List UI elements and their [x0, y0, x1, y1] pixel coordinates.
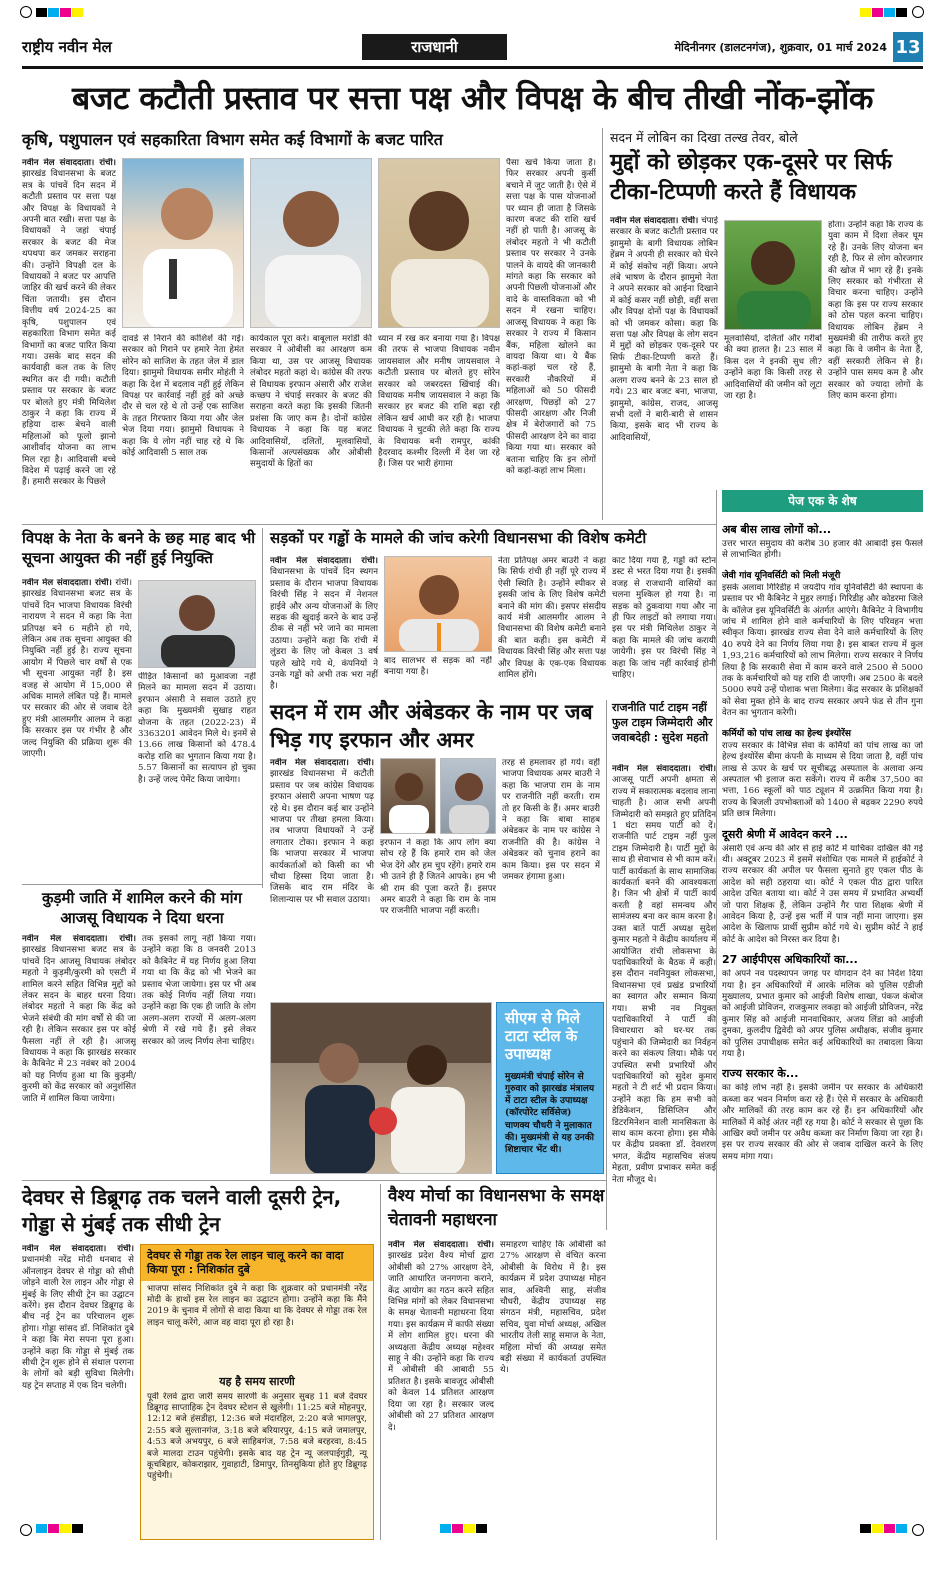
lead-photo-1: [122, 158, 244, 328]
page-number: 13: [893, 32, 923, 62]
article-text: विधानसभा के पांचवें दिन स्थगन प्रस्ताव के दौरान भाजपा विधायक विरंची सिंह ने सदन में नेशनल हाईवे और अन्य योजनाओं के लिए सड़क की खुदाई करने के बाद उन्हें ठीक से नहीं भरे जाने का मामला उठाया। उन्होंने कहा कि रांची में लुंडरा के लिए जो केबल 3 वर्ष पहले खोदे गये थे, कंपनियों ने उनके गड्ढों को अभी तक भरा नहीं है।: [270, 567, 378, 692]
color-swatch: [48, 8, 59, 17]
color-swatch: [60, 8, 71, 17]
sidebar-continued-stories: [722, 516, 923, 1540]
person-photo-icon: [725, 221, 822, 330]
vaishya-col-1: [388, 1240, 494, 1540]
byline: नवीन मेल संवाददाता। रांची।: [270, 556, 378, 566]
byline: नवीन मेल संवाददाता। रांची।: [22, 934, 136, 944]
row-divider: [22, 524, 716, 525]
color-swatch: [860, 8, 871, 17]
article-text: आजसू पार्टी अपनी क्षमता से राज्य में सकारात्मक बदलाव लाना चाहती है। आज सभी अपनी जिम्मेदारी को समझते हुए प्रतिदिन 1 घंटा समय पार्टी को दें। राजनीति पार्ट टाइम नहीं फुल टाइम जिम्मेदारी है। पार्टी मुद्दों के साथ ही सेवाभाव से भी काम करें। पार्टी कार्यकर्ता के साथ सामाजिक कार्यकर्ता बनने की आवश्यकता है। जिन भी क्षेत्रों में पार्टी कार्य करती है वहां समन्वय और सामंजस्य बना कर काम करना है। उक्त बातें पार्टी अध्यक्ष सुदेश कुमार महतो ने केंद्रीय कार्यालय में आयोजित रांची लोकसभा के पदाधिकारियों के बैठक में कही। इस दौरान नवनियुक्त लोकसभा, विधानसभा एवं प्रखंड प्रभारियों का स्वागत और सम्मान किया गया। सभी नव नियुक्त पदाधिकारियों ने पार्टी की विचारधारा को घर-घर तक पहुंचाने की जिम्मेदारी का निर्वहन करने का संकल्प लिया। मौके पर उपस्थित सभी प्रभारियों और पदाधिकारियों को सुदेश कुमार महतो ने टी शर्ट भी प्रदान किया। उन्होंने कहा कि हम सभी को डेडिकेशन, डिसिप्लिन और डिटरमिनेशन वाली मानसिकता के साथ काम करना होगा। इस मौके पर केंद्रीय प्रवक्ता डॉ. देवशरण भगत, केंद्रीय महासचिव संजय मेहता, प्रवीण प्रभाकर समेत कई नेता मौजूद थे।: [612, 775, 716, 1185]
lead-subhead: कृषि, पशुपालन एवं सहकारिता विभाग समेत कई विभागों के बजट पारित: [22, 130, 443, 149]
lead-article-col-2: दावडे से निराने की कोशिशें की गई। सरकार को गिराने पर हमारे नेता हेमंत सोरेन को साजिश के तहत जेल में डाल दिया। झामुमो विधायक समीर मोहंती ने कहा कि देश में बदलाव नहीं हुई लेकिन विपक्ष पर कार्रवाई नहीं हुई को अच्छे दौर से चल रहे थे तो उन्हें एक साजिश के तहत गिरफ्तार किया गया और जेल भेज दिया गया। झामुमो विधायक ने कहा कि ये लोग नहीं चाह रहे थे कि कोई आदिवासी 5 साल तक: [122, 334, 244, 459]
lobbying-photo: [724, 220, 822, 330]
byline: नवीन मेल संवाददाता। रांची।: [610, 216, 699, 226]
dateline: मेदिनीनगर (डालटनगंज), शुक्रवार, 01 मार्च 2024: [674, 40, 887, 54]
person-photo-icon: [139, 581, 256, 668]
ram-ambedkar-col-1: [270, 758, 374, 996]
lead-article-col-3: कार्यकाल पूरा करे। बाबूलाल मरांडी की सरकार ने ओबीसी का आरक्षण कम किया था, उस पर आजसू विधायक लंबोदर महतो कहां थे। कांग्रेस की तरफ से विधायक इरफान अंसारी और राजेश कच्छप ने चंपाई सरकार के बजट की सराहना करते कहा कि इसकी जितनी प्रशंसा कि जाए कम है। दोनों कांग्रेस विधायक ने कहा कि यह बजट आदिवासियों, दलितों, मूलवासियों, किसानों अल्पसंख्यक और ओबीसी समुदायों के हितों का: [250, 334, 372, 470]
ram-ambedkar-photo-2: [440, 758, 496, 834]
train-schedule-label: यह है समय सारणी: [219, 1374, 295, 1388]
roads-col-3: काट दिया गया है, गड्ढों को स्टोन डस्ट से भरत दिया गया है। इसकी वजह से राजधानी वासियों का चलना मुश्किल हो गया है। ना सड़क को ठुकवाया गया और ना ही फिर लाइटों को लगाया गया। इस पर मंत्री मिथिलेश ठाकुर ने कहा कि मामले की जांच करायी जायेगी। इस पर विरंची सिंह ने कहा कि जांच नहीं कार्रवाई होनी चाहिए।: [612, 556, 716, 681]
train-scheme-text: भाजपा सांसद निशिकांत दुबे ने कहा कि शुक्रवार को प्रधानमंत्री नरेंद्र मोदी के हाथों इस रेल लाइन का उद्घाटन होगा। उन्होंने कहा कि मैंने 2019 के चुनाव में लोगों से वादा किया था कि देवघर से गोड्डा तक रेल लाइन चालू करेंगे, आज वह वादा पूरा हो रहा है।: [147, 1283, 367, 1328]
sidebar-item-text: उत्तर भारत समुदाय की करीब 30 हजार की आबादी इस फैसले से लाभान्वित होगी।: [722, 539, 923, 561]
cm-meeting-box: [496, 1002, 604, 1174]
sidebar-item-title: राज्य सरकार के...: [722, 1067, 799, 1081]
article-text: चंपाई सरकार के बजट कटौती प्रस्ताव पर झामुमो के बागी विधायक लोबिन हेंब्रम ने अपनी ही सरकार को घेरने में कोई संकोच नहीं किया। अपने लंबे भाषण के दौरान झामुमो नेता ने अपने सरकार को आईना दिखाने में कोई कसर नहीं छोड़ी, वहीं सत्ता और विपक्ष दोनों पक्ष के विधायकों को भी जमकर कोसा। कहा कि सत्ता पक्ष और विपक्ष के लोग सदन में मुद्दों को छोड़कर एक-दूसरे पर सिर्फ टीका-टिप्पणी करते हैं। झामुमो के बागी नेता ने कहा कि अलग राज्य बनने के 23 साल हो गये। 23 बार बजट बना, भाजपा, झामुमो, कांग्रेस, राजद, आजसू सभी दलों ने बारी-बारी से शासन किया, इसके बाद भी राज्य के आदिवासियों,: [610, 216, 718, 443]
cm-meeting-title: सीएम से मिले टाटा स्टील के उपाध्यक्ष: [505, 1009, 580, 1063]
sidebar-item: [722, 827, 923, 947]
color-swatch: [60, 1524, 71, 1533]
article-text: झारखंड विधानसभा के बजट सत्र के पांचवें दिन सदन में कटौती प्रस्ताव पर सत्ता पक्ष और विपक्ष के विधायकों ने अपनी बात रखी। सत्ता पक्ष के विधायकों ने जहां चंपाई सरकार के बजट की मेज थपथपा कर जमकर सराहना की। उन्होंने विपक्षी दल के विधायकों ने बजट पर आपत्ति जाहिर की खर्च करने की लेकर चिंता जतायी। इस दौरान वित्तीय वर्ष 2024-25 का कृषि, पशुपालन एवं सहकारिता विभाग समेत कई विभागों का बजट पारित किया गया। उसके बाद सदन की कार्यवाही कल तक के लिए स्थगित कर दी गयी। कटौती प्रस्ताव पर सरकार के बजट पर बोलते हुए मंत्री मिथिलेश ठाकुर ने कहा कि राज्य में हड़िया दारू बेचने वाली महिलाओं को फूलो झानो आशीर्वाद योजना का लाभ मिल रहा है। आदिवासी बच्चे विदेश में पढ़ाई करने जा रहे हैं। हमारी सरकार के पिछले: [22, 169, 116, 488]
sidebar-item: [722, 568, 923, 720]
person-photo-icon: [441, 759, 496, 834]
sidebar-item: [722, 952, 923, 1060]
sidebar-item-title: कर्मियों को पांच लाख का हेल्थ इंश्योरेंस: [722, 728, 852, 739]
sidebar-item-text: को अपने नव पदस्थापन जगह पर योगदान देने का निर्देश दिया गया है। इन अधिकारियों में आरके मलिक को पुलिस एडीजी मुख्यालय, प्रभात कुमार को आईजी विशेष शाखा, पंकज कंबोज को आईजी प्रोविजन, राजकुमार लकड़ा को आईजी प्रोविजन, नरेंद्र कुमार सिंह को आईजी मानवाधिकार, अजय लिंडा को आईजी दुमका, कुलदीप द्विवेदी को अपर पुलिस अधीक्षक, संजीव कुमार को पुलिस उपाधीक्षक समेत कई अधिकारियों का तबादला किया गया है।: [722, 969, 923, 1060]
column-divider: [606, 700, 607, 1230]
registration-circle-icon: [20, 6, 32, 18]
lobbying-col-2: मूलवासियों, दलितों और गरीबों की क्या हालत है। 23 साल में किस दल ने इनकी सुध ली? उन्होंने कहा कि किसी तरह से आदिवासियों की जमीन को लूटा जा रहा है।: [724, 334, 822, 402]
person-photo-icon: [123, 159, 244, 328]
color-swatch: [36, 1524, 47, 1533]
registration-circle-icon: [912, 6, 924, 18]
person-photo-icon: [381, 759, 436, 834]
color-swatch: [72, 8, 83, 17]
lead-headline: बजट कटौती प्रस्ताव पर सत्ता पक्ष और विपक्ष के बीच तीखी नोंक-झोंक: [71, 79, 874, 117]
vaishya-headline: वैश्य मोर्चा का विधानसभा के समक्ष चेतावनी महाधरना: [388, 1186, 605, 1230]
roads-photo: [384, 556, 492, 652]
roads-col-1: [270, 556, 378, 696]
sidebar-item-text: का कोई लोभ नहीं है। इसकी जमीन पर सरकार के अधिकारी कब्जा कर भवन निर्माण करा रहे हैं। ऐसे में सरकार के अधिकारी और मालिकों की तरह काम कर रहे हैं। इन अधिकारियों और मालिकों में कोई अंतर नहीं रह गया है। कोर्ट ने सरकार से पूछा कि आखिर क्यों जमीन पर अवैध कब्जा कर निर्माण किया जा रहा है। इस पर राज्य सरकार की ओर से जवाब दाखिल करने के लिए समय मांगा गया।: [722, 1083, 923, 1162]
byline: नवीन मेल संवाददाता। रांची।: [22, 158, 116, 168]
train-scheme-box: [140, 1244, 374, 1540]
color-swatch: [464, 1524, 475, 1533]
caste-col-1: [22, 934, 136, 1176]
ram-ambedkar-photo-1: [380, 758, 436, 834]
color-swatch: [72, 1524, 83, 1533]
color-swatch: [872, 8, 883, 17]
cm-meeting-photo: [270, 1002, 492, 1174]
column-divider: [716, 490, 717, 1540]
color-swatch: [896, 1524, 907, 1533]
sidebar-item-text: इसके अलावा गिरिडीह में जयदीप गांव यूनिवर्सिटी की स्थापना के प्रस्ताव पर भी कैबिनेट ने मुहर लगाई। गिरिडीह और कोडरमा जिले के कॉलेज इस यूनिवर्सिटी के अंतर्गत आएंगे। कैबिनेट ने विभागीय जांच में शामिल होने वाले कर्मचारियों के लिए परिवहन भत्ता स्वीकृत किया। झारखंड राज्य सेवा देने वाले कर्मचारियों के लिए 40 रुपये देने का निर्णय लिया गया है। इस बाबत राज्य में कुल 1,93,216 कर्मचारियों को लाभ मिलेगा। राज्य सरकार ने निर्णय लिया है कि सरकारी सेवा में काम करने वाले 2500 से 5000 तक के कर्मचारियों को यह राशि दी जाएगी। अब 2500 के बदले 5000 रुपये उन्हें पोशाक भत्ता मिलेगा। केंद्र सरकार के प्रशिक्षकों को सेवा मुक्त होने के बाद राज्य सरकार अपने फंड से तीन गुना वेतन का भुगतान करेगी।: [722, 582, 923, 719]
person-photo-icon: [385, 557, 492, 652]
info-commissioner-col-1: [22, 578, 132, 878]
color-swatch: [872, 1524, 883, 1533]
row-divider: [22, 884, 262, 885]
info-commissioner-photo: [138, 580, 256, 668]
color-swatch: [440, 1524, 451, 1533]
lead-article-col-5: पैसा खर्च किया जाता है। फिर सरकार अपनी कुर्सी बचाने में जुट जाती है। ऐसे में सत्ता पक्ष के पास योजनाओं पर ध्यान ही जाता है जिसके कारण बजट की राशि खर्च नहीं हो पाती है। आजसू के लंबोदर महतो ने भी कटौती प्रस्ताव पर सरकार ने उनके पालने के वायदे की जानकारी मांगते कहा कि सरकार को अपनी पिछली योजनाओं और वादे के वास्तविकता को भी सदन में रखना चाहिए। आजसू विधायक ने कहा कि सरकार ने राज्य में किसान बैंक, महिला खोलने का वायदा किया था। ये बैंक कहां-कहां चल रहे हैं, सरकारी नौकरियों में महिलाओं को 50 फीसदी आरक्षण, पिछड़ों को 27 फीसदी आरक्षण और निजी क्षेत्र में बेरोजगारों को 75 फीसदी आरक्षण देने का वादा किया गया था। सरकार को बताना चाहिए कि इन लोगों को कहां-कहां लाभ मिला।: [506, 158, 596, 476]
caste-headline: कुड़मी जाति में शामिल करने की मांग आजसू विधायक ने दिया धरना: [42, 889, 242, 927]
lead-article-col-1: [22, 158, 116, 520]
train-scheme-title: देवघर से गोड्डा तक रेल लाइन चालू करने का वादा किया पूरा : निशिकांत दुबे: [141, 1245, 373, 1281]
sudesh-col-1: [612, 764, 716, 1232]
info-commissioner-col-2: पीड़ित किसानों को मुआवजा नहीं मिलने का मामला सदन में उठाया। इरफान अंसारी ने सवाल उठाते हुए कहा कि मुख्यमंत्री सुखाड़ राहत योजना के तहत (2022-23) में 3363201 आवेदन मिले थे। इनमें से 13.66 लाख किसानों को 478.4 करोड़ राशि का भुगतान किया गया है। 5.57 किसानों का सत्यापन हो चुका है। उन्हें जल्द पेमेंट किया जायेगा।: [138, 672, 256, 785]
color-swatch: [884, 8, 895, 17]
byline: नवीन मेल संवाददाता। रांची।: [270, 758, 374, 768]
lead-article-col-4: ध्यान में रख कर बनाया गया है। विपक्ष की तरफ से भाजपा विधायक नवीन जायसवाल और मनीष जायसवाल ने कटौती प्रस्ताव पर बोलते हुए सोरेन सरकार को जबरदस्त खिंचाई की। विधायक मनीष जायसवाल ने कहा कि सरकार हर बजट की राशि बढ़ा रही लेकिन खर्च आधी कर रही है। भाजपा विधायक ने चुटकी लेते कहा कि राज्य के विधायक बनी रामपुर, कांकी हैदरवाद कश्मीर दिल्ली में देश जा रहे हैं। जिस पर भारी हंगामा: [378, 334, 500, 470]
section-label: राजधानी: [362, 34, 507, 60]
paper-name: राष्ट्रीय नवीन मेल: [22, 38, 112, 56]
article-text: झारखंड विधानसभा में कटौती प्रस्ताव पर जब कांग्रेस विधायक इरफान अंसारी अपना भाषण पढ़ रहे थे। इस दौरान कई बार उन्होंने भाजपा पर तीखा हमला किया। तब भाजपा विधायकों ने उन्हें लगातार टोका। इरफान ने कहा कि भाजपा सरकार में भाजपा कार्यकर्ताओं को किसी का भी चौथा हिस्सा दिया जाता है। जिसके बाद राम मंदिर के शिलान्यास पर भी सवाल उठाया।: [270, 769, 374, 905]
column-divider: [262, 528, 263, 888]
color-swatch: [896, 8, 907, 17]
registration-circle-icon: [912, 1524, 924, 1536]
lead-photo-3: [378, 158, 500, 328]
sidebar-item-title: अब बीस लाख लोगों को...: [722, 523, 832, 536]
color-swatch: [476, 1524, 487, 1533]
sidebar-item-text: अंसारी एवं अन्य की ओर से हाई कोर्ट में याचिका दाखिल की गई थी। अक्टूबर 2023 में इसमें संशोधित एक मामले में हाईकोर्ट ने राज्य सरकार की अपील पर फैसला सुनाते हुए एकल पीठ के आदेश को सही ठहराया था। कोर्ट ने एकल पीठ द्वारा पारित आदेश उचित बताया था। कोर्ट ने उस समय में प्रभावित अभ्यर्थी जो पारा शिक्षक हैं, लेकिन उन्होंने गैर पारा शिक्षक श्रेणी में आवेदन किया है, उन्हें इस भर्ती में पात्र नहीं माना जाएगा। इस आदेश के खिलाफ प्रार्थी सुप्रीम कोर्ट गये थे। सुप्रीम कोर्ट ने हाई कोर्ट के आदेश को निरस्त कर दिया है।: [722, 843, 923, 945]
article-text: रांची। झारखंड विधानसभा बजट सत्र के पांचवें दिन भाजपा विधायक विरंची नारायण ने सदन में कहा कि नेता प्रतिपक्ष बने 6 महीने हो गये, लेकिन अब तक सूचना आयुक्त की नियुक्ति नहीं हुई है। राज्य सूचना आयोग में पिछले चार वर्षों से एक भी सूचना आयुक्त नहीं है। इस वजह से आयोग में 15,000 से अधिक मामले लंबित पड़े हैं। मामले पर सरकार की ओर से जवाब देते हुए मंत्री आलमगीर आलम ने कहा कि सरकार इस पर गंभीर है और जल्द नियुक्ति की प्रक्रिया शुरू की जाएगी।: [22, 578, 132, 760]
ram-ambedkar-headline: सदन में राम और अंबेडकर के नाम पर जब भिड़ गए इरफान और अमर: [270, 700, 593, 752]
sidebar-item: [722, 726, 923, 821]
color-swatch: [48, 1524, 59, 1533]
roads-photo-caption: बाद सालभर से सड़क को नहीं बनाया गया है।: [384, 656, 492, 678]
roads-headline: सड़कों पर गड्ढों के मामले की जांच करेगी विधानसभा की विशेष कमेटी: [270, 529, 647, 547]
sidebar-item-title: 27 आईपीएस अधिकारियों का...: [722, 953, 858, 967]
vaishya-col-2: समाहरण चाहिए कि ओबीसी को 27% आरक्षण से वंचित करना ओबीसी के विरोध में है। इस कार्यक्रम में प्रदेश उपाध्यक्ष मोहन साव, अश्विनी साहू, संजीव चौधरी, केंद्रीय उपाध्यक्ष सह संगठन मंत्री, महासचिव, प्रदेश सचिव, युवा मोर्चा अध्यक्ष, अखिल भारतीय तेली साहू समाज के नेता, महिला मोर्चा की अध्यक्ष समेत बड़ी संख्या में कार्यकर्ता उपस्थित थे।: [500, 1240, 606, 1376]
article-text: झारखंड विधानसभा बजट सत्र के पांचवें दिन आजसू विधायक लंबोदर महतो ने कुड़मी/कुरमी को एसटी में शामिल करने सहित विभिन्न मुद्दों को लेकर सदन के बाहर धरना दिया। लंबोदर महतो ने कहा कि केंद्र को भेजने संबंधी की मांग वर्षों से की जा रही है। लेकिन सरकार इस पर कोई फैसला नहीं ले रही है। आजसू विधायक ने कहा कि झारखंड सरकार के कैबिनेट में 23 नवंबर को 2004 को यह निर्णय हुआ था कि कुड़मी/कुरमी को केंद्र सरकार को अनुशंसित जाति में शामिल किया जायेगा।: [22, 945, 136, 1104]
color-swatch: [452, 1524, 463, 1533]
sidebar-item-text: राज्य सरकार के विभिन्न सेवा के कर्मियों को पांच लाख का जो हेल्थ इंश्योरेंस बीमा कंपनी के माध्यम से दिया जाता है, वहीं पांच लाख से ऊपर के खर्च पर सूचीबद्ध अस्पताल के अलावा अन्य अस्पताल भी इलाज करा सकेंगे। राज्य में करीब 37,500 का भत्ता, 166 स्कूलों को पाठ ट्यूशन में उत्क्रमित किया गया है। राज्य के बिजली उपभोक्ताओं को 1400 से बढ़कर 2290 रुपये प्रति छात्र मिलेगा।: [722, 740, 923, 820]
train-headline: देवघर से डिब्रूगढ़ तक चलने वाली दूसरी ट्रेन, गोड्डा से मुंबई तक सीधी ट्रेन: [22, 1185, 342, 1236]
byline: नवीन मेल संवाददाता। रांची।: [22, 578, 112, 588]
article-text: झारखंड प्रदेश वैश्य मोर्चा द्वारा ओबीसी को 27% आरक्षण देने, जाति आधारित जनगणना कराने, केंद्र आयोग का गठन करने सहित विभिन्न मांगों को लेकर विधानसभा के समक्ष चेतावनी महाधरना दिया गया। इस कार्यक्रम में काफी संख्या में लोग शामिल हुए। धरना की अध्यक्षता केंद्रीय अध्यक्ष महेश्वर साहू ने की। उन्होंने कहा कि राज्य में ओबीसी की आबादी 55 प्रतिशत है। इसके बावजूद ओबीसी को केवल 14 प्रतिशत आरक्षण दिया जा रहा है। सरकार जल्द ओबीसी को 27 प्रतिशत आरक्षण दे।: [388, 1251, 494, 1433]
byline: नवीन मेल संवाददाता। रांची।: [22, 1244, 134, 1254]
column-divider: [602, 128, 603, 520]
cm-meeting-text: मुख्यमंत्री चंपाई सोरेन से गुरुवार को झारखंड मंत्रालय में टाटा स्टील के उपाध्यक्ष (कॉरपोरेट सर्विसेज) चाणक्य चौधरी ने मुलाकात की। मुख्यमंत्री से यह उनकी शिष्टाचार भेंट थी।: [505, 1072, 595, 1155]
newspaper-page: [22, 30, 923, 1540]
registration-marks: [0, 6, 945, 20]
person-photo-icon: [251, 159, 372, 328]
color-swatch: [884, 1524, 895, 1533]
byline: नवीन मेल संवाददाता। रांची।: [388, 1240, 494, 1250]
sudesh-headline: राजनीति पार्ट टाइम नहीं फुल टाइम जिम्मेदारी और जवाबदेही : सुदेश महतो: [612, 701, 713, 744]
row-divider: [22, 1180, 606, 1181]
color-swatch: [36, 8, 47, 17]
lobbying-col-1: [610, 216, 718, 482]
sidebar-heading: पेज एक के शेष: [722, 490, 923, 512]
caste-col-2: तक इसको लागू नहीं किया गया। उन्होंने कहा कि 8 जनवरी 2013 को कैबिनेट में यह निर्णय हुआ लिया गया था कि केंद्र को भी भेजने का प्रस्ताव भेजा जायेगा। इस पर भी अब तक कोई निर्णय नहीं लिया गया। उन्होंने कहा कि एक ही जाति के लोग अलग-अलग राज्यों में अलग-अलग श्रेणी में रखे गये हैं। इसे लेकर सरकार को जल्द निर्णय लेना चाहिए।: [142, 934, 256, 1047]
info-commissioner-headline: विपक्ष के नेता के बनने के छह माह बाद भी सूचना आयुक्त की नहीं हुई नियुक्ति: [22, 529, 256, 567]
article-text: प्रधानमंत्री नरेंद्र मोदी धनबाद से ऑनलाइन देवघर से गोड्डा को सीधी जोड़ने वाली रेल लाइन और गोड्डा से मुंबई के लिए सीधी ट्रेन का उद्घाटन करेंगे। इस दौरान देवघर डिब्रूगढ़ के बीच नई ट्रेन का परिचालन शुरू होगा। गोड्डा सांसद डॉ. निशिकांत दुबे ने कहा कि मेरा सपना पूरा हुआ। उन्होंने कहा कि गोड्डा से मुंबई तक सीधी ट्रेन शुरू होने से संथाल परगना के लोगों को बड़ी सुविधा मिलेगी। यह ट्रेन सप्ताह में एक दिन चलेगी।: [22, 1255, 134, 1391]
sidebar-item: [722, 522, 923, 562]
byline: नवीन मेल संवाददाता। रांची।: [612, 764, 716, 774]
lobbying-col-3: होता। उन्होंने कहा कि राज्य के युवा काम में दिशा लेकर घूम रहे हैं। उनके लिए योजना बन रही है, फिर से लोग कोरजगार की खोज में भाग रहे हैं। इनके लिए सरकार को गंभीरता से विचार करना चाहिए। उन्होंने कहा कि इस पर राज्य सरकार को ठोस पहल करना चाहिए। विधायक लोबिन हेंब्रम ने मुख्यमंत्री की तारीफ करते हुए कहा कि वे जमीन के नेता हैं, वहीं सरकारी लेकिन से है। उन्होंने पास समय कम है और सरकार को ज्यादा लोगों के लिए काम करना होगा।: [828, 220, 923, 402]
column-divider: [380, 1184, 381, 1540]
lobbying-headline: मुद्दों को छोड़कर एक-दूसरे पर सिर्फ टीका-टिप्पणी करते हैं विधायक: [610, 150, 892, 205]
train-col-1: [22, 1244, 134, 1540]
person-photo-icon: [379, 159, 500, 328]
train-schedule-text: पूर्वी रेलवे द्वारा जारी समय सारणी के अनुसार सुबह 11 बजे देवघर डिब्रूगढ़ साप्ताहिक ट्रेन देवघर स्टेशन से खुलेगी। 11:25 बजे मोहनपुर, 12:12 बजे हंसडीहा, 12:36 बजे मंदारहिल, 2:20 बजे भागलपुर, 2:55 बजे सुल्तानगंज, 3:18 बजे बरियारपुर, 4:15 बजे जमालपुर, 4:53 बजे अभयपुर, 6 बजे साहिबगंज, 7:58 बजे बरहरवा, 8:45 बजे मालदा टाउन पहुंचेगी। इसके बाद यह ट्रेन न्यू जलपाईगुड़ी, न्यू कूचबिहार, कोकराझार, गुवाहाटी, डिमापुर, तिनसुकिया होते हुए डिब्रूगढ़ पहुंचेगी।: [147, 1391, 367, 1482]
color-swatch: [860, 1524, 871, 1533]
sidebar-item-title: दूसरी श्रेणी में आवेदन करने ...: [722, 827, 848, 841]
ram-ambedkar-col-3: तरह से हमलावर हो गये। वहीं भाजपा विधायक अमर बाउरी ने कहा कि भाजपा राम के नाम पर राजनीति नहीं करती। राम तो हर किसी के हैं। अमर बाउरी ने कहा कि बाबा साहब अंबेडकर के नाम पर कांग्रेस ने राजनीति की है। कांग्रेस ने अंबेडकर को चुनाव हराने का काम किया। इस पर सदन में जमकर हंगामा हुआ।: [502, 758, 600, 883]
masthead-rule: [22, 66, 923, 69]
lead-photo-2: [250, 158, 372, 328]
registration-circle-icon: [20, 1524, 32, 1536]
roads-col-2: नेता प्रतिपक्ष अमर बाउरी ने कहा कि सिर्फ रांची ही नहीं पूरे राज्य में ऐसी स्थिति है। उन्होंने स्पीकर से इसकी जांच के लिए विशेष कमेटी बनाने की मांग की। इसपर संसदीय कार्य मंत्री आलमगीर आलम ने विधानसभा की विशेष कमेटी बनाने की बात कही। इस कमेटी में विधायक विरंची सिंह और सत्ता पक्ष और विपक्ष के एक-एक विधायक शामिल होंगे।: [498, 556, 606, 681]
sidebar-item: [722, 1066, 923, 1163]
masthead: [22, 30, 923, 64]
sidebar-item-title: जेवी गांव यूनिवर्सिटी को मिली मंजूरी: [722, 570, 841, 581]
lobbying-kicker: सदन में लोबिन का दिखा तल्ख तेवर, बोले: [610, 130, 798, 145]
meeting-photo-icon: [271, 1003, 492, 1174]
ram-ambedkar-col-2: इरफान ने कहा कि आप लोग क्या सोच रहे हैं कि हमारे राम को जेल भेज देंगे और हम चुप रहेंगे। हमारे राम भी उतने ही हैं जितने आपके। हम भी श्री राम की पूजा करते हैं। इसपर अमर बाउरी ने कहा कि राम के नाम पर राजनीति भाजपा नहीं करती।: [380, 838, 496, 917]
bottom-color-bar: [0, 1522, 945, 1538]
